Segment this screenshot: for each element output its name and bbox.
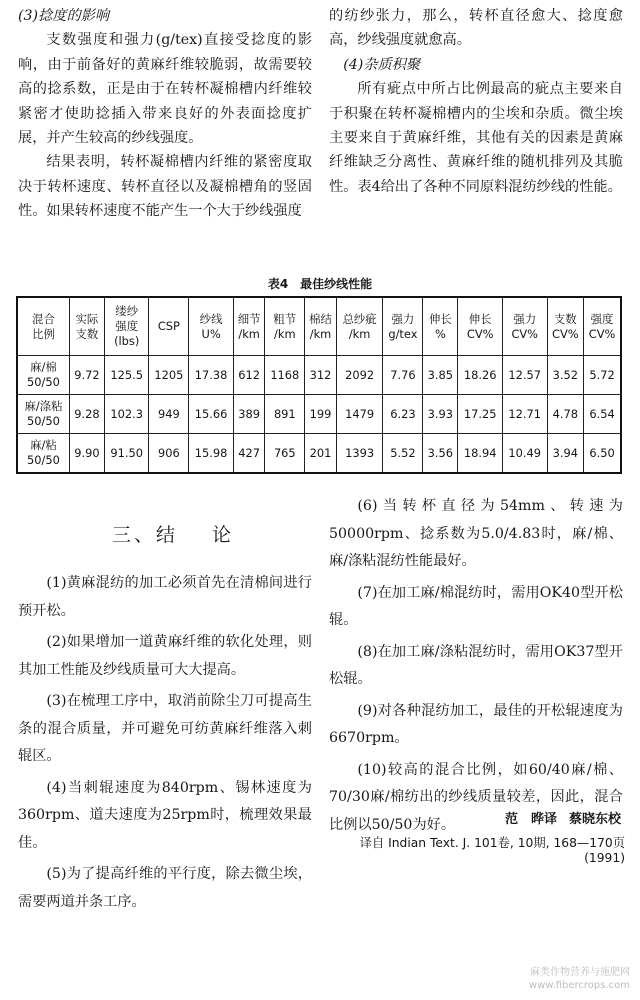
- header-csp: CSP: [149, 297, 189, 356]
- conclusion-item: (10)较高的混合比例，如60/40麻/棉、70/30麻/棉纺出的纱线质量较差，因此，混合比例以50/50为好。: [329, 761, 623, 833]
- section-title-conclusion: 三、结 论: [112, 524, 235, 546]
- table-cell: 12.71: [502, 395, 547, 434]
- yarn-properties-table: [16, 296, 622, 474]
- header-u: 纱线 U%: [189, 297, 234, 356]
- table-cell: 201: [305, 434, 337, 474]
- table-cell: 3.85: [423, 356, 458, 395]
- table-cell: 6.23: [383, 395, 423, 434]
- paragraph: 支数强度和强力(g/tex)直接受捻度的影响，由于前备好的黄麻纤维较脆弱，故需要较高的捻系数，正是由于在转杯凝棉槽内纤维较紧密才使助捻插入带来良好的外表面捻度扩展，并产生较高的纱线强度。: [18, 32, 312, 147]
- table-cell: 102.3: [104, 395, 149, 434]
- table-cell: 7.76: [383, 356, 423, 395]
- table-cell: 5.72: [584, 356, 621, 395]
- table-cell: 906: [149, 434, 189, 474]
- table-cell: 9.28: [69, 395, 104, 434]
- table-cell: 17.25: [458, 395, 503, 434]
- table-header-row: [17, 297, 621, 356]
- table-row: [17, 395, 621, 434]
- header-tenacity: 强力 g/tex: [383, 297, 423, 356]
- conclusion-item: (1)黄麻混纺的加工必须首先在清棉间进行预开松。: [18, 575, 312, 619]
- paragraph: 所有疵点中所占比例最高的疵点主要来自于积聚在转杯凝棉槽内的尘埃和杂质。微尘埃主要来自于黄麻纤维，其他有关的因素是黄麻纤维缺乏分离性、黄麻纤维的随机排列及其脆性。表4给出了各种不同原料混纺纱线的性能。: [329, 81, 623, 195]
- conclusion-list-left: [18, 570, 312, 920]
- table-cell: 3.93: [423, 395, 458, 434]
- table-row: [17, 356, 621, 395]
- header-thin: 细节 /km: [233, 297, 265, 356]
- table-cell: 15.98: [189, 434, 234, 474]
- conclusion-item: (7)在加工麻/棉混纺时，需用OK40型开松辊。: [329, 584, 623, 628]
- header-lea-strength: 缕纱 强度 (lbs): [104, 297, 149, 356]
- conclusion-item: (4)当刺辊速度为840rpm、锡林速度为360rpm、道夫速度为25rpm时，梳理效果最佳。: [18, 779, 312, 851]
- header-count-cv: 支数 CV%: [547, 297, 584, 356]
- table-cell: 6.54: [584, 395, 621, 434]
- watermark: [529, 966, 630, 992]
- paragraph: 的纺纱张力，那么，转杯直径愈大、捻度愈高，纱线强度就愈高。: [329, 8, 623, 49]
- table-cell: 4.78: [547, 395, 584, 434]
- table-cell: 3.94: [547, 434, 584, 474]
- header-count: 实际 支数: [69, 297, 104, 356]
- table-cell: 891: [265, 395, 305, 434]
- cell-blend: 麻/涤粘 50/50: [17, 395, 69, 434]
- table-cell: 1168: [265, 356, 305, 395]
- proofreader: 蔡晓东校: [568, 812, 621, 827]
- header-total-faults: 总纱疵 /km: [336, 297, 383, 356]
- table-cell: 5.52: [383, 434, 423, 474]
- table-cell: 125.5: [104, 356, 149, 395]
- header-tenacity-cv: 强度 CV%: [584, 297, 621, 356]
- table-cell: 1205: [149, 356, 189, 395]
- table-cell: 1393: [336, 434, 383, 474]
- table-cell: 1479: [336, 395, 383, 434]
- table-cell: 3.52: [547, 356, 584, 395]
- header-neps: 棉结 /km: [305, 297, 337, 356]
- conclusion-item: (3)在梳理工序中，取消前除尘刀可提高生条的混合质量，并可避免可纺黄麻纤维落入刺辊区。: [18, 693, 312, 764]
- table-cell: 949: [149, 395, 189, 434]
- translator-credit: [329, 808, 621, 827]
- cell-blend: 麻/粘 50/50: [17, 434, 69, 474]
- table-cell: 18.94: [458, 434, 503, 474]
- header-elongation-cv: 伸长 CV%: [458, 297, 503, 356]
- section-heading-twist: (3)捻度的影响: [18, 8, 110, 24]
- translator: 范 晔译: [504, 812, 557, 827]
- table-cell: 9.90: [69, 434, 104, 474]
- table-cell: 312: [305, 356, 337, 395]
- conclusion-item: (8)在加工麻/涤粘混纺时，需用OK37型开松辊。: [329, 643, 623, 687]
- table-cell: 3.56: [423, 434, 458, 474]
- table-cell: 6.50: [584, 434, 621, 474]
- conclusion-item: (6)当转杯直径为54mm、转速为50000rpm、捻系数为5.0/4.83时，麻/棉、麻/涤粘混纺性能最好。: [329, 498, 623, 569]
- cell-blend: 麻/棉 50/50: [17, 356, 69, 395]
- table-row: [17, 434, 621, 474]
- header-thick: 粗节 /km: [265, 297, 305, 356]
- conclusion-item: (9)对各种混纺加工，最佳的开松辊速度为6670rpm。: [329, 702, 623, 746]
- watermark-line: 麻类作物营养与施肥网: [530, 967, 630, 978]
- table-cell: 17.38: [189, 356, 234, 395]
- source-citation: 译自 Indian Text. J. 101卷, 10期, 168—170页(1991): [359, 836, 625, 865]
- section-heading-impurities: (4)杂质积聚: [343, 56, 421, 73]
- table-cell: 612: [233, 356, 265, 395]
- table-cell: 427: [233, 434, 265, 474]
- table-cell: 91.50: [104, 434, 149, 474]
- paragraph: 结果表明，转杯凝棉槽内纤维的紧密度取决于转杯速度、转杯直径以及凝棉槽角的竖固性。如果转杯速度不能产生一个大于纱线强度: [18, 154, 312, 220]
- watermark-line: www.fibercrops.com: [528, 980, 630, 991]
- table-cell: 765: [265, 434, 305, 474]
- header-strength-cv: 强力 CV%: [502, 297, 547, 356]
- table-cell: 2092: [336, 356, 383, 395]
- column-top-right: [329, 4, 623, 199]
- table-cell: 9.72: [69, 356, 104, 395]
- header-blend: 混合 比例: [17, 297, 69, 356]
- conclusion-list-right: [329, 493, 623, 843]
- table-cell: 18.26: [458, 356, 503, 395]
- conclusion-item: (5)为了提高纤维的平行度，除去微尘埃，需要两道并条工序。: [18, 866, 312, 910]
- table-cell: 10.49: [502, 434, 547, 474]
- table-cell: 199: [305, 395, 337, 434]
- table-cell: 12.57: [502, 356, 547, 395]
- conclusion-item: (2)如果增加一道黄麻纤维的软化处理，则其加工性能及纱线质量可大大提高。: [18, 634, 312, 678]
- column-top-left: [18, 4, 312, 224]
- header-elongation: 伸长 %: [423, 297, 458, 356]
- table-cell: 389: [233, 395, 265, 434]
- table-caption: 表4 最佳纱线性能: [267, 277, 373, 291]
- table-cell: 15.66: [189, 395, 234, 434]
